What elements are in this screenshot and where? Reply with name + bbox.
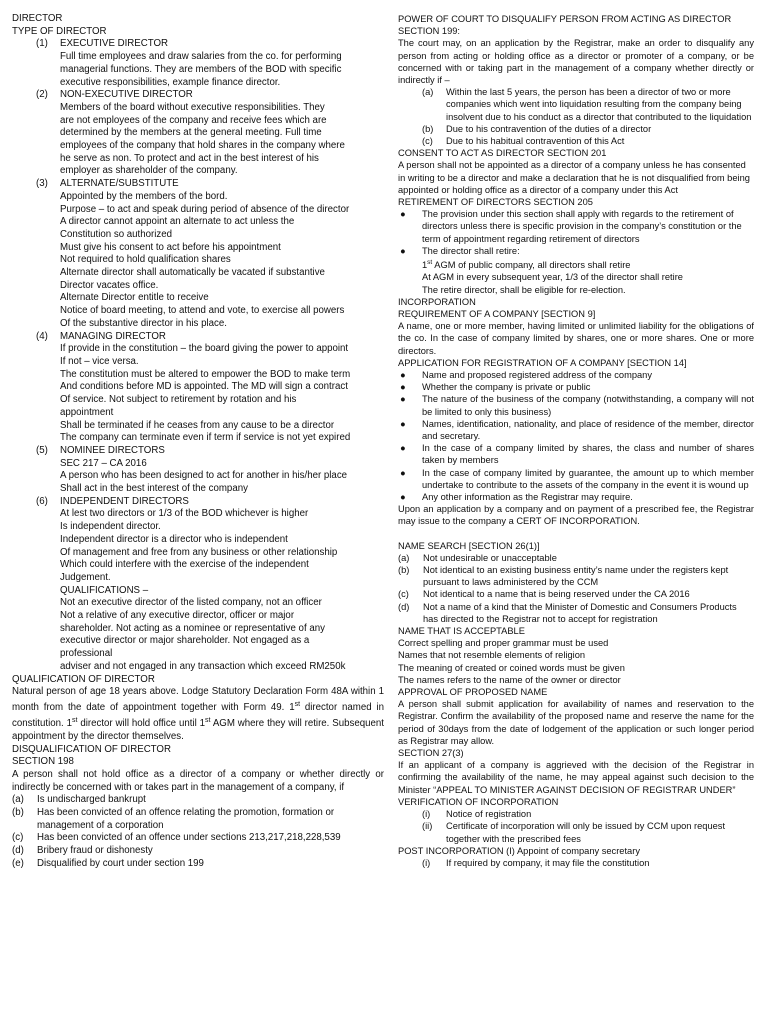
application-item (398, 467, 754, 491)
bullet-icon: ● (400, 418, 406, 429)
director-type-line: Director vacates office. (60, 279, 159, 291)
s198-marker: (e) (12, 857, 24, 869)
director-type-line: Full time employees and draw salaries from the co. for performing (60, 51, 342, 63)
director-type-title: MANAGING DIRECTOR (60, 330, 166, 342)
director-type-number: (3) (36, 178, 48, 190)
application-item (398, 393, 754, 417)
right-column (398, 13, 754, 869)
application-item (398, 369, 754, 381)
director-type-line: he serve as non. To protect and act in the best interest of his (60, 152, 319, 164)
s198-item (12, 794, 384, 807)
certificate-text: Upon an application by a company and on payment of a prescribed fee, the Registrar may issue to the company a CERT OF INCORPORATION. (398, 504, 754, 527)
s198-text: Has been convicted of an offence under sections 213,217,218,228,539 (37, 832, 341, 844)
application-item-text: Name and proposed registered address of the company (422, 369, 652, 380)
application-heading: APPLICATION FOR REGISTRATION OF A COMPANY [SECTION 14] (398, 357, 687, 368)
director-type-line: are not employees of the company and receive fees which are (60, 114, 327, 126)
post-incorporation-marker: (i) (422, 857, 431, 868)
name-search-heading: NAME SEARCH [SECTION 26(1)] (398, 540, 540, 551)
s198-text: Disqualified by court under section 199 (37, 857, 204, 869)
application-item-text: The nature of the business of the company (notwithstanding, a company will not be limited to only this business) (422, 394, 754, 417)
s198-text: Is undischarged bankrupt (37, 794, 146, 806)
director-type-number: (5) (36, 444, 48, 456)
director-type-subheading: QUALIFICATIONS – (60, 584, 149, 596)
director-type-title: INDEPENDENT DIRECTORS (60, 495, 189, 507)
application-list (398, 369, 754, 503)
retirement-line: At AGM in every subsequent year, 1/3 of the director shall retire (422, 272, 683, 283)
director-type-heading (12, 38, 384, 51)
director-type-heading (12, 496, 384, 509)
s198-item (12, 845, 384, 858)
director-type-line: managerial functions. They are members of the BOD with specific (60, 63, 342, 75)
s198-marker: (c) (12, 832, 24, 844)
bullet-icon: ● (400, 369, 406, 380)
director-type-title: ALTERNATE/SUBSTITUTE (60, 178, 179, 190)
acceptable-line: Names that not resemble elements of religion (398, 650, 586, 661)
director-type-line: Alternate director shall automatically be vacated if substantive (60, 267, 325, 279)
name-search-item (398, 588, 754, 600)
acceptable-heading: NAME THAT IS ACCEPTABLE (398, 626, 525, 637)
post-incorporation-list (398, 857, 754, 869)
director-type-number: (4) (36, 330, 48, 342)
verification-marker: (i) (422, 809, 431, 820)
s199-marker: (b) (422, 123, 434, 134)
director-type-line: Which could interfere with the exercise of the independent (60, 559, 309, 571)
incorporation-heading: INCORPORATION (398, 296, 476, 307)
qualification-heading: QUALIFICATION OF DIRECTOR (12, 673, 155, 685)
s199-marker: (a) (422, 87, 434, 98)
section-199-heading: SECTION 199: (398, 26, 461, 37)
director-type-line: Independent director is a director who is independent (60, 533, 288, 545)
director-type-line: appointment (60, 406, 114, 418)
page-title: DIRECTOR (12, 13, 63, 24)
consent-text: A person shall not be appointed as a director of a company unless he has consented in writing to be a director and make a declaration that he is not disqualified from being appointed or holding office as a director of a company under this Act (398, 160, 750, 195)
retirement-bullet (398, 245, 754, 257)
bullet-icon: ● (400, 245, 406, 256)
director-type-number: (2) (36, 89, 48, 101)
acceptable-line: Correct spelling and proper grammar must be used (398, 638, 609, 649)
name-search-marker: (b) (398, 565, 410, 576)
qualification-text: Natural person of age 18 years above. Lodge Statutory Declaration Form 48A within 1 month from the date of appointment together with Form 49. 1st director named in constitution. 1st director will hold office until 1st AGM where they will retire. Subsequent appointment by the director themselves. (12, 686, 384, 742)
director-type-line: The constitution must be altered to empower the BOD to make term (60, 368, 351, 380)
director-type-subline: shareholder. Not acting as a nominee or representative of any (60, 622, 325, 634)
director-type-line: A director cannot appoint an alternate to act unless the (60, 216, 295, 228)
director-type-line: determined by the members at the general meeting. Full time (60, 127, 322, 139)
director-type-line: Purpose – to act and speak during period of absence of the director (60, 203, 350, 215)
application-item-text: In the case of a company limited by shares, the class and number of shares taken by members (422, 443, 754, 466)
retirement-line: 1st AGM of public company, all directors shall retire (422, 259, 631, 271)
name-search-item (398, 601, 754, 625)
bullet-icon: ● (400, 443, 406, 454)
s199-text: Due to his contravention of the duties of a director (446, 123, 652, 134)
s198-item (12, 858, 384, 871)
application-item-text: Whether the company is private or public (422, 382, 591, 393)
application-item (398, 381, 754, 393)
s198-text: Has been convicted of an offence relating the promotion, formation or management of a corporation (37, 807, 335, 831)
name-search-text: Not a name of a kind that the Minister of Domestic and Consumers Products has directed to the Registrar not to accept for registration (423, 601, 737, 624)
bullet-icon: ● (400, 382, 406, 393)
left-column (12, 13, 384, 871)
director-type-line: Constitution so authorized (60, 228, 173, 240)
post-incorporation-text: If required by company, it may file the constitution (446, 857, 650, 868)
director-type-line: The company can terminate even if term if service is not yet expired (60, 432, 351, 444)
director-type-line: Of service. Not subject to retirement by rotation and his (60, 394, 297, 406)
section-198-list (12, 794, 384, 870)
s199-item (398, 86, 754, 123)
section-199-list (398, 86, 754, 147)
application-item (398, 442, 754, 466)
retirement-lines (398, 257, 754, 296)
director-type-line: executive responsibilities, example finance director. (60, 76, 281, 88)
director-type-line: And conditions before MD is appointed. The MD will sign a contract (60, 381, 348, 393)
name-search-item (398, 564, 754, 588)
director-type-subline: Not a relative of any executive director, officer or major (60, 610, 295, 622)
director-type-line: Members of the board without executive responsibilities. They (60, 101, 325, 113)
approval-text: A person shall submit application for availability of names and reservation to the Registrar. Confirm the availability of the proposed name and reserve the name for the period of 30days from the date of lodgement of the application or such longer period as Registrar may allow. (398, 699, 754, 746)
director-type-title: EXECUTIVE DIRECTOR (60, 38, 169, 50)
disqualification-heading: DISQUALIFICATION OF DIRECTOR (12, 743, 171, 755)
name-search-text: Not undesirable or unacceptable (423, 552, 557, 563)
name-search-marker: (a) (398, 552, 410, 563)
post-heading-label: POST INCORPORATION (I) (398, 845, 515, 856)
s199-item (398, 123, 754, 135)
retirement-line: The retire director, shall be eligible for re-election. (422, 284, 626, 295)
retirement-heading: RETIREMENT OF DIRECTORS SECTION 205 (398, 197, 593, 208)
s198-item (12, 807, 384, 832)
director-type-line: Judgement. (60, 571, 111, 583)
director-type-line: Is independent director. (60, 521, 161, 533)
section-198-text: A person shall not hold office as a director of a company or whether directly or indirectly be concerned with or takes part in the management of a company, if (12, 768, 384, 793)
section-199-text: The court may, on an application by the Registrar, make an order to disqualify any person from acting or holding office as a director or promoter of a company, or be concerned with or taking part in the management of a company whether directly or indirectly if – (398, 38, 754, 86)
verification-text: Certificate of incorporation will only be issued by CCM upon request together with the prescribed fees (446, 821, 726, 844)
director-type-line: If provide in the constitution – the board giving the power to appoint (60, 343, 349, 355)
verification-item (398, 820, 754, 844)
s198-marker: (b) (12, 807, 24, 819)
s198-marker: (a) (12, 794, 24, 806)
director-type-number: (6) (36, 495, 48, 507)
director-type-heading (12, 331, 384, 344)
director-type-line: Shall act in the best interest of the company (60, 483, 248, 495)
bullet-icon: ● (400, 209, 406, 220)
director-type-line: Not required to hold qualification shares (60, 254, 231, 266)
section-27-text: If an applicant of a company is aggrieved with the decision of the Registrar in confirming the availability of the name, he may appeal against such decision to the Minister “APPEAL TO MINISTER AGAINST DECISION OF REGISTRAR UNDER” (398, 760, 754, 795)
retirement-bullet-text: The director shall retire: (422, 245, 520, 256)
director-type-subline: Not an executive director of the listed company, not an officer (60, 597, 322, 609)
s199-text: Within the last 5 years, the person has been a director of two or more companies which went into liquidation resulting from the company being insolvent due to his conduct as a director that contributed to the liquidation (446, 87, 752, 122)
bullet-icon: ● (400, 492, 406, 503)
application-item-text: Names, identification, nationality, and place of residence of the member, director and secretary. (422, 418, 754, 441)
s199-marker: (c) (422, 136, 433, 147)
director-type-line: A person who has been designed to act for another in his/her place (60, 470, 348, 482)
section-198-heading: SECTION 198 (12, 756, 74, 768)
director-type-subline: adviser and not engaged in any transaction which exceed RM250k (60, 660, 346, 672)
bullet-icon: ● (400, 394, 406, 405)
name-search-marker: (c) (398, 589, 409, 600)
director-type-line: Of management and free from any business or other relationship (60, 546, 338, 558)
director-type-subline: Of the substantive director in his place. (60, 317, 227, 329)
verification-text: Notice of registration (446, 809, 532, 820)
section-27-heading: SECTION 27(3) (398, 748, 464, 759)
s199-text: Due to his habitual contravention of this Act (446, 136, 625, 147)
director-type-line: employer as shareholder of the company. (60, 165, 238, 177)
acceptable-line: The meaning of created or coined words must be given (398, 662, 625, 673)
name-search-list (398, 552, 754, 625)
name-search-text: Not identical to a name that is being reserved under the CA 2016 (423, 589, 690, 600)
director-types-list (12, 38, 384, 673)
director-type-heading (12, 178, 384, 191)
approval-heading: APPROVAL OF PROPOSED NAME (398, 687, 548, 698)
application-item (398, 491, 754, 503)
requirement-text: A name, one or more member, having limited or unlimited liability for the obligations of the co. In the case of company limited by shares, one or more shares. One or more directors. (398, 321, 754, 356)
post-heading-tail: Appoint of company secretary (514, 845, 640, 856)
retirement-bullet (398, 208, 754, 245)
director-type-title: NON-EXECUTIVE DIRECTOR (60, 89, 193, 101)
director-type-subline: executive director or major shareholder. Not engaged as a (60, 635, 310, 647)
director-type-line: SEC 217 – CA 2016 (60, 457, 147, 469)
types-heading: TYPE OF DIRECTOR (12, 25, 107, 37)
director-type-line: employees of the company that hold shares in the company where (60, 140, 345, 152)
application-item (398, 418, 754, 442)
director-type-line: At lest two directors or 1/3 of the BOD whichever is higher (60, 508, 309, 520)
director-type-subheading: Alternate Director entitle to receive (60, 292, 209, 304)
s199-item (398, 135, 754, 147)
application-item-text: Any other information as the Registrar may require. (422, 492, 633, 503)
s198-item (12, 832, 384, 845)
application-item-text: In the case of company limited by guarantee, the amount up to which member undertake to contribute to the assets of the company in the event it is wound up (422, 467, 754, 490)
name-search-text: Not identical to an existing business entity’s name under the registers kept pursuant to laws administered by the CCM (423, 565, 729, 588)
name-search-item (398, 552, 754, 564)
s198-marker: (d) (12, 845, 24, 857)
verification-marker: (ii) (422, 821, 433, 832)
requirement-heading: REQUIREMENT OF A COMPANY [SECTION 9] (398, 308, 596, 319)
power-of-court-heading: POWER OF COURT TO DISQUALIFY PERSON FROM ACTING AS DIRECTOR (398, 14, 732, 24)
verification-list (398, 808, 754, 845)
bullet-icon: ● (400, 467, 406, 478)
name-search-marker: (d) (398, 601, 410, 612)
post-incorporation-heading (398, 845, 754, 857)
s198-text: Bribery fraud or dishonesty (37, 845, 153, 857)
director-type-title: NOMINEE DIRECTORS (60, 444, 165, 456)
acceptable-line: The names refers to the name of the owner or director (398, 674, 621, 685)
retirement-bullet-text: The provision under this section shall apply with regards to the retirement of directors unless there is specific provision in the company’s constitution or the term of appointment regarding retirement of directors (422, 209, 742, 244)
director-type-heading (12, 445, 384, 458)
verification-heading: VERIFICATION OF INCORPORATION (398, 796, 559, 807)
director-type-number: (1) (36, 38, 48, 50)
director-type-subline: professional (60, 648, 113, 660)
director-type-line: Appointed by the members of the bord. (60, 190, 228, 202)
acceptable-list (398, 637, 754, 686)
director-type-heading (12, 89, 384, 102)
director-type-line: If not – vice versa. (60, 355, 139, 367)
consent-heading: CONSENT TO ACT AS DIRECTOR SECTION 201 (398, 148, 607, 159)
post-incorporation-item (398, 857, 754, 869)
verification-item (398, 808, 754, 820)
director-type-line: Must give his consent to act before his appointment (60, 241, 281, 253)
director-type-subline: Notice of board meeting, to attend and vote, to exercise all powers (60, 305, 345, 317)
director-type-line: Shall be terminated if he ceases from any cause to be a director (60, 419, 335, 431)
